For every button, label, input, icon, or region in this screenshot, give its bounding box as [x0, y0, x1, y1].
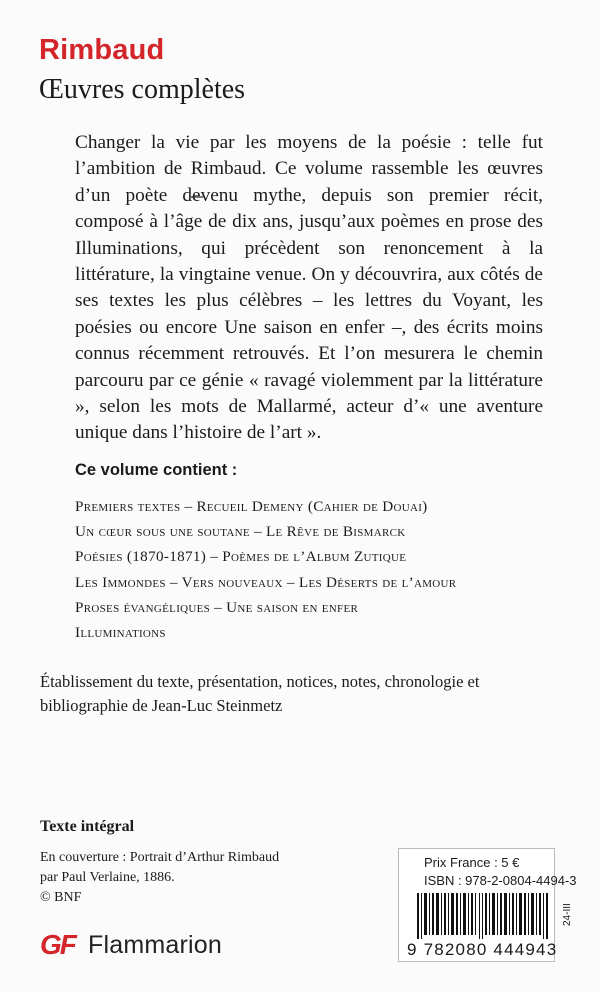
contents-heading: Ce volume contient : — [75, 461, 238, 479]
contents-line: Un cœur sous une soutane – Le Rêve de Bismarck — [75, 523, 406, 541]
book-title: Œuvres complètes — [39, 74, 246, 105]
back-cover-blurb — [75, 130, 543, 447]
contents-line: Proses évangéliques – Une saison en enfer — [75, 598, 359, 616]
blurb-text: Changer la vie par les moyens de la poésie : telle fut l’ambition de Rimbaud. Ce volume rassemble les œuvres d’un poète devenu mythe, depuis son premier récit, composé à l’âge de dix ans, jusqu’aux poèmes en prose des Illuminations, qui précèdent son renoncement à la littérature, la vingtaine venue. On y découvrira, aux côtés de ses textes les plus célèbres – les lettres du Voyant, les poésies ou encore Une saison en enfer –, des écrits moins connus récemment retrouvés. Et l’on mesurera le chemin parcouru par ce génie « ravagé violemment par la littérature », selon les mots de Mallarmé, acteur d’« une aventure unique dans l’histoire de l’art ». — [75, 132, 543, 444]
contents-line: Poésies (1870-1871) – Poèmes de l’Album Zutique — [75, 548, 407, 566]
side-code: 24-III — [562, 903, 573, 926]
bnf-credit: © BNF — [40, 890, 82, 905]
publisher-name: Flammarion — [88, 931, 222, 959]
cover-credit: En couverture : Portrait d’Arthur Rimbaud par Paul Verlaine, 1886. — [40, 850, 280, 885]
contents-line: Premiers textes – Recueil Demeny (Cahier de Douai) — [75, 498, 428, 515]
barcode — [417, 893, 551, 939]
author-name: Rimbaud — [39, 34, 165, 66]
isbn-label: ISBN : 978-2-0804-4494-3 — [424, 873, 577, 888]
contents-line: Illuminations — [75, 624, 166, 642]
ean-digits: 9 782080 444943 — [407, 940, 558, 959]
price-label: Prix France : 5 € — [424, 855, 520, 870]
editorial-credits: Établissement du texte, présentation, notices, notes, chronologie et bibliographie de Jean-Luc Steinmetz — [40, 672, 480, 715]
gf-logo: GF — [40, 929, 75, 960]
integral-text-label: Texte intégral — [40, 818, 135, 835]
contents-line: Les Immondes – Vers nouveaux – Les Déserts de l’amour — [75, 573, 457, 591]
contents-list — [75, 494, 555, 645]
